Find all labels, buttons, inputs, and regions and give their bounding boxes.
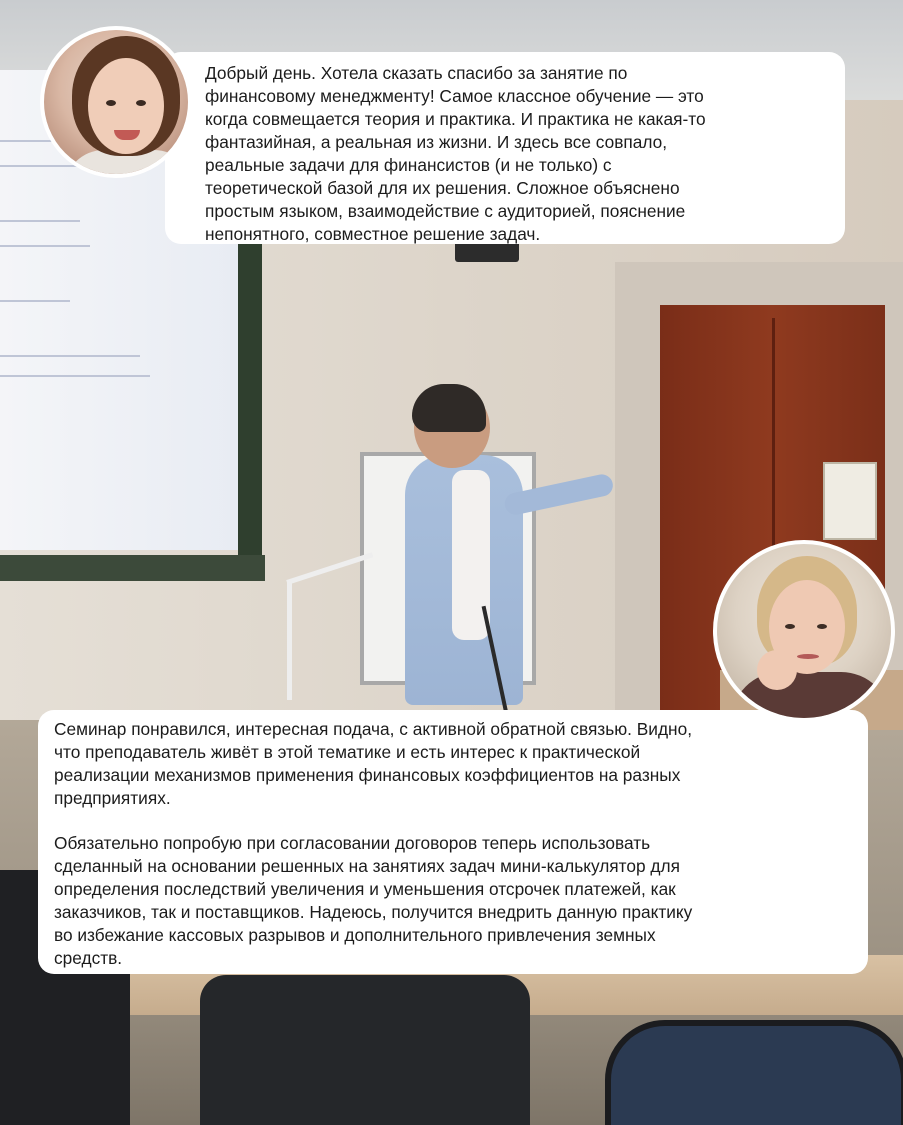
testimonial-bubble-1 <box>165 52 845 244</box>
chair-right <box>605 1020 903 1125</box>
reviewer-2-avatar <box>713 540 895 722</box>
testimonial-2-paragraph-2: Обязательно попробую при согласовании договоров теперь использовать сделанный на основании решенных на занятиях задач мини-калькулятор для определения последствий увеличения и уменьшения отсрочек платежей, как заказчиков, так и поставщиков. Надеюсь, получится внедрить данную практику во избежание кассовых разрывов и дополнительного привлечения земных средств. <box>54 833 693 968</box>
reviewer-1-avatar <box>40 26 192 178</box>
chair-center <box>200 975 530 1125</box>
testimonial-bubble-2 <box>38 710 868 974</box>
presenter-hair <box>412 384 486 432</box>
chalkboard-frame <box>238 240 262 580</box>
testimonial-2-paragraph-1: Семинар понравился, интересная подача, с активной обратной связью. Видно, что преподаватель живёт в этой тематике и есть интерес к практической реализации механизмов применения финансовых коэффициентов на разных предприятиях. <box>54 719 693 808</box>
desk-lamp <box>287 580 292 700</box>
chalkboard-rail <box>0 555 265 581</box>
testimonial-1-text: Добрый день. Хотела сказать спасибо за занятие по финансовому менеджменту! Самое классное обучение — это когда совмещается теория и практика. И практика не какая-то фантазийная, а реальная из жизни. И здесь все совпало, реальные задачи для финансистов (и не только) с теоретической базой для их решения. Сложное объяснено простым языком, взаимодействие с аудиторией, пояснение непонятного, совместное решение задач. <box>205 63 706 244</box>
wall-poster <box>823 462 877 540</box>
